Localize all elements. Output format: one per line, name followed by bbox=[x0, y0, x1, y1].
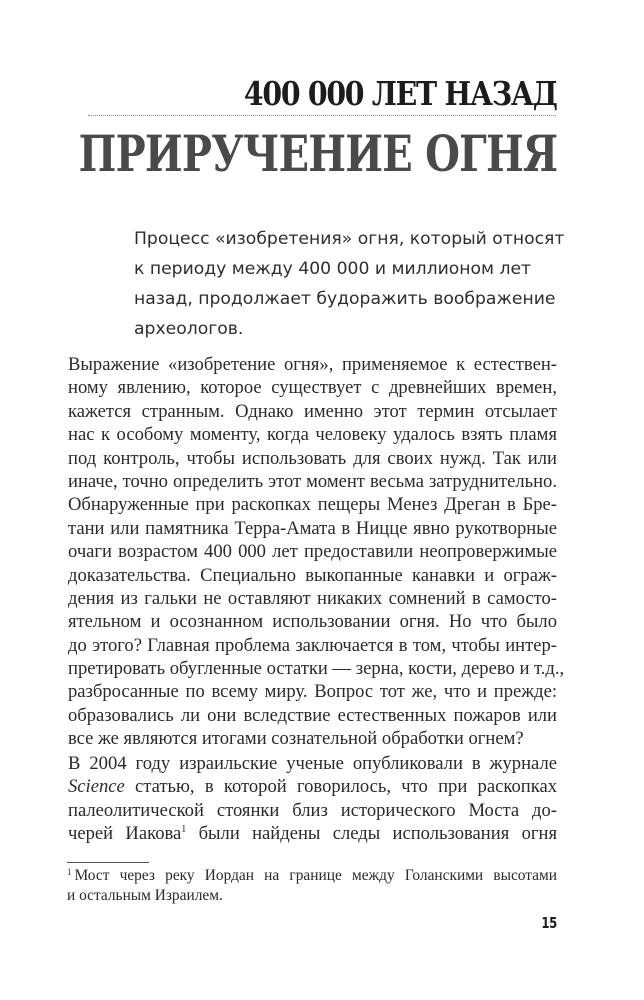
page-number: 15 bbox=[541, 914, 557, 932]
lead-line: назад, продолжает будоражить воображение bbox=[134, 289, 556, 309]
body-line: иначе, точно определить этот момент весьма затруднительно. bbox=[68, 470, 557, 492]
body-line-text: статью, в которой говорилось, что при раскопках bbox=[124, 776, 557, 798]
body-paragraph-2 bbox=[68, 752, 557, 846]
body-line: до этого? Главная проблема заключается в том, чтобы интер- bbox=[68, 634, 557, 656]
lead-line: к периоду между 400 000 и миллионом лет bbox=[134, 259, 532, 279]
body-line: разбросанные по всему миру. Вопрос тот же, что и прежде: bbox=[68, 681, 557, 703]
body-line: дения из гальки не оставляют никаких сомнений в самосто- bbox=[68, 587, 557, 609]
chapter-kicker: 400 000 ЛЕТ НАЗАД bbox=[244, 74, 557, 113]
body-line bbox=[68, 822, 557, 845]
body-line: очаги возрастом 400 000 лет предоставили неопровержимые bbox=[68, 541, 557, 563]
body-line: кажется странным. Однако именно этот термин отсылает bbox=[68, 400, 557, 422]
footnote-text: Мост через реку Иордан на границе между Голанскими высотами bbox=[74, 867, 557, 884]
dotted-divider bbox=[88, 115, 556, 116]
body-line: ному явлению, которое существует с древнейших времен, bbox=[68, 377, 557, 399]
footnote-reference[interactable]: 1 bbox=[181, 824, 187, 836]
body-line: нас к особому моменту, когда человеку удалось взять пламя bbox=[68, 424, 557, 446]
body-line: Выражение «изобретение огня», применяемое к естествен- bbox=[68, 354, 557, 375]
body-line: образовались ли они вследствие естественных пожаров или bbox=[68, 704, 557, 726]
body-line: Обнаруженные при раскопках пещеры Менез Дреган в Бре- bbox=[68, 494, 557, 516]
body-line: ятельном и осознанном использовании огня. Но что было bbox=[68, 611, 557, 633]
lead-paragraph bbox=[134, 224, 564, 344]
footnote-line: и остальным Израилем. bbox=[67, 887, 223, 904]
body-line bbox=[68, 775, 557, 798]
lead-line: археологов. bbox=[134, 319, 244, 339]
lead-line: Процесс «изобретения» огня, который относят bbox=[134, 229, 565, 249]
footnote bbox=[67, 866, 557, 906]
footnote-line bbox=[67, 866, 557, 886]
body-line-text: черей Иакова bbox=[68, 823, 182, 845]
chapter-title: ПРИРУЧЕНИЕ ОГНЯ bbox=[78, 124, 557, 183]
body-paragraph-1 bbox=[68, 353, 565, 751]
body-line: палеолитической стоянки близ исторического Моста до- bbox=[68, 799, 557, 821]
body-line: претировать обугленные остатки — зерна, кости, дерево и т.д., bbox=[68, 658, 565, 680]
footnote-divider bbox=[67, 862, 149, 863]
body-line: доказательства. Специально выкопанные канавки и ограж- bbox=[68, 564, 557, 586]
body-line: под контроль, чтобы использовать для своих нужд. Так или bbox=[68, 447, 557, 469]
journal-name-science: Science bbox=[68, 776, 125, 798]
body-line-text: были найдены следы использования огня bbox=[186, 823, 558, 845]
body-line: все же являются итогами сознательной обработки огнем? bbox=[68, 728, 524, 750]
footnote-marker: 1 bbox=[67, 867, 72, 877]
body-line: тани или памятника Терра-Амата в Ницце явно рукотворные bbox=[68, 517, 557, 539]
body-line: В 2004 году израильские ученые опубликовали в журнале bbox=[68, 753, 557, 774]
